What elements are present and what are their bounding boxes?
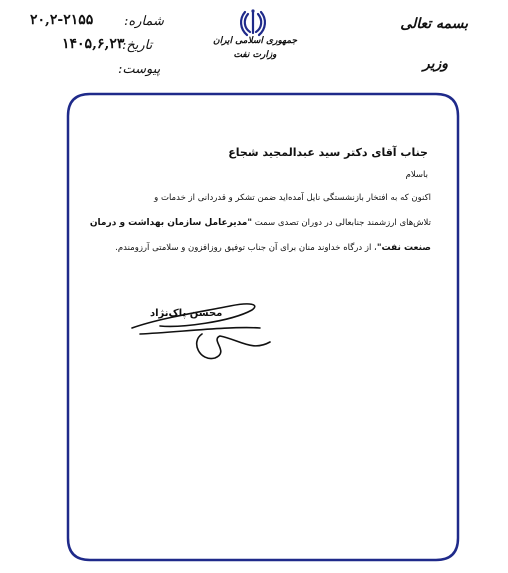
recipient-line: جناب آقای دکتر سید عبدالمجید شجاع <box>228 146 428 159</box>
body-line-3-text: ، از درگاه خداوند منان برای آن جناب توفیق روزافزون و سلامتی آرزومندم. <box>115 243 377 253</box>
number-value: ۲۰,۲-۲۱۵۵ <box>30 12 94 28</box>
ministry-name: وزارت نفت <box>233 50 277 60</box>
body-line-2-text: تلاش‌های ارزشمند جنابعالی در دوران تصدی سمت <box>252 218 431 228</box>
body-line-2-position: "مدیرعامل سازمان بهداشت و درمان <box>89 218 253 228</box>
signer-name: محسن پاک‌نژاد <box>150 308 223 319</box>
date-label: تاریخ: <box>122 38 153 53</box>
attachment-label: پیوست: <box>118 62 161 77</box>
number-label: شماره: <box>124 14 164 29</box>
body-line-3 <box>87 236 431 261</box>
bismillah-heading: بسمه تعالی <box>400 16 468 32</box>
sender-title: وزیر <box>422 56 448 72</box>
salutation: باسلام <box>405 170 428 180</box>
body-line-1: اکنون که به افتخار بازنشستگی نایل آمده‌اید ضمن تشکر و قدردانی از خدمات و <box>154 193 431 203</box>
handwritten-signature <box>120 292 280 372</box>
body-line-3-position: صنعت نفت" <box>376 243 431 253</box>
body-line-2 <box>87 211 431 236</box>
iran-emblem-icon <box>238 8 268 38</box>
letter-body <box>87 186 431 261</box>
date-value: ۱۴۰۵,۶,۲۳ <box>62 36 125 52</box>
org-name: جمهوری اسلامی ایران <box>212 36 298 46</box>
letter-meta <box>0 0 164 90</box>
